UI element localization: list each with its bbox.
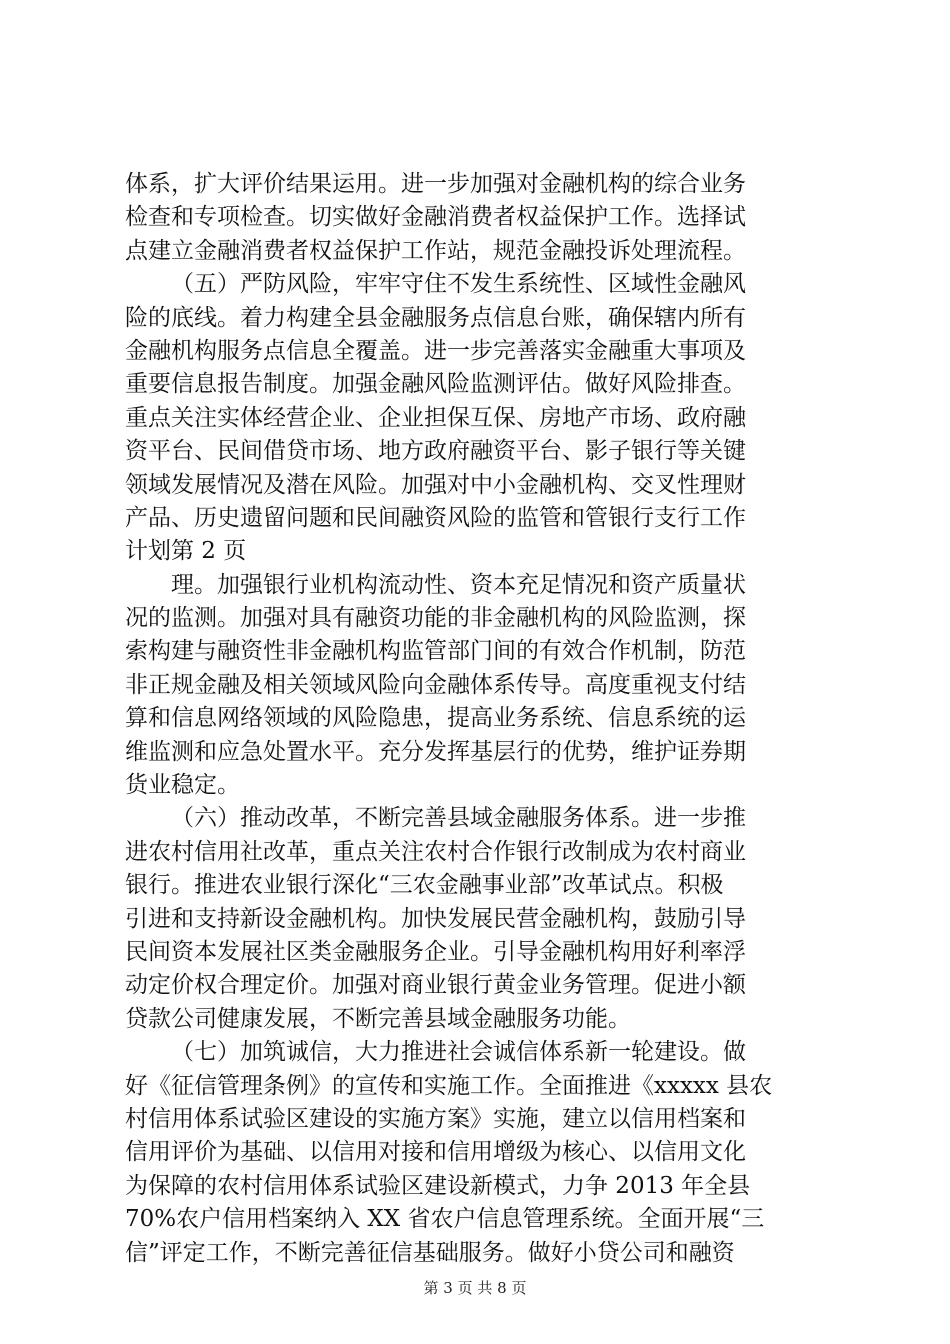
text-line: 检查和专项检查。切实做好金融消费者权益保护工作。选择试 — [125, 204, 746, 231]
paragraph-start-line: 理。加强银行业机构流动性、资本充足情况和资产质量状 — [171, 571, 746, 598]
paragraph-start-line: （七）加筑诚信，大力推进社会诚信体系新一轮建设。做 — [171, 1039, 746, 1066]
text-line: 70%农户信用档案纳入 XX 省农户信息管理系统。全面开展“三 — [125, 1206, 765, 1233]
paragraph-start-line: （六）推动改革，不断完善县域金融服务体系。进一步推 — [171, 805, 746, 832]
text-line: 信用评价为基础、以信用对接和信用增级为核心、以信用文化 — [125, 1139, 746, 1166]
page-footer — [0, 1278, 950, 1298]
text-line: 重点关注实体经营企业、企业担保互保、房地产市场、政府融 — [125, 404, 746, 431]
text-line: 维监测和应急处置水平。充分发挥基层行的优势，维护证券期 — [125, 738, 746, 765]
text-line: 金融机构服务点信息全覆盖。进一步完善落实金融重大事项及 — [125, 337, 746, 364]
text-line: 货业稳定。 — [125, 772, 240, 799]
text-line: 为保障的农村信用体系试验区建设新模式，力争 2013 年全县 — [125, 1172, 751, 1199]
text-line: 资平台、民间借贷市场、地方政府融资平台、影子银行等关键 — [125, 438, 746, 465]
text-line: 民间资本发展社区类金融服务企业。引导金融机构用好利率浮 — [125, 938, 746, 965]
text-line: 动定价权合理定价。加强对商业银行黄金业务管理。促进小额 — [125, 972, 746, 999]
text-line: 好《征信管理条例》的宣传和实施工作。全面推进《xxxxx 县农 — [125, 1072, 773, 1099]
text-line: 计划第 2 页 — [125, 538, 247, 565]
text-line: 贷款公司健康发展，不断完善县域金融服务功能。 — [125, 1005, 631, 1032]
paragraph-start-line: （五）严防风险，牢牢守住不发生系统性、区域性金融风 — [171, 271, 746, 298]
text-line: 点建立金融消费者权益保护工作站，规范金融投诉处理流程。 — [125, 237, 746, 264]
document-body — [125, 168, 825, 1270]
text-line: 村信用体系试验区建设的实施方案》实施，建立以信用档案和 — [125, 1105, 746, 1132]
text-line: 体系，扩大评价结果运用。进一步加强对金融机构的综合业务 — [125, 171, 746, 197]
page-number: 第 3 页 共 8 页 — [423, 1279, 527, 1297]
text-line: 信”评定工作，不断完善征信基础服务。做好小贷公司和融资 — [125, 1239, 735, 1266]
text-line: 险的底线。着力构建全县金融服务点信息台账，确保辖内所有 — [125, 304, 746, 331]
text-line: 引进和支持新设金融机构。加快发展民营金融机构，鼓励引导 — [125, 905, 746, 932]
text-line: 银行。推进农业银行深化“三农金融事业部”改革试点。积极 — [125, 872, 724, 899]
text-line: 进农村信用社改革，重点关注农村合作银行改制成为农村商业 — [125, 838, 746, 865]
text-line: 重要信息报告制度。加强金融风险监测评估。做好风险排查。 — [125, 371, 746, 398]
text-line: 领域发展情况及潜在风险。加强对中小金融机构、交叉性理财 — [125, 471, 746, 498]
text-line: 算和信息网络领域的风险隐患，提高业务系统、信息系统的运 — [125, 705, 746, 732]
text-line: 索构建与融资性非金融机构监管部门间的有效合作机制，防范 — [125, 638, 746, 665]
text-line: 产品、历史遗留问题和民间融资风险的监管和管银行支行工作 — [125, 504, 746, 531]
text-line: 况的监测。加强对具有融资功能的非金融机构的风险监测，探 — [125, 605, 746, 632]
text-line: 非正规金融及相关领域风险向金融体系传导。高度重视支付结 — [125, 671, 746, 698]
